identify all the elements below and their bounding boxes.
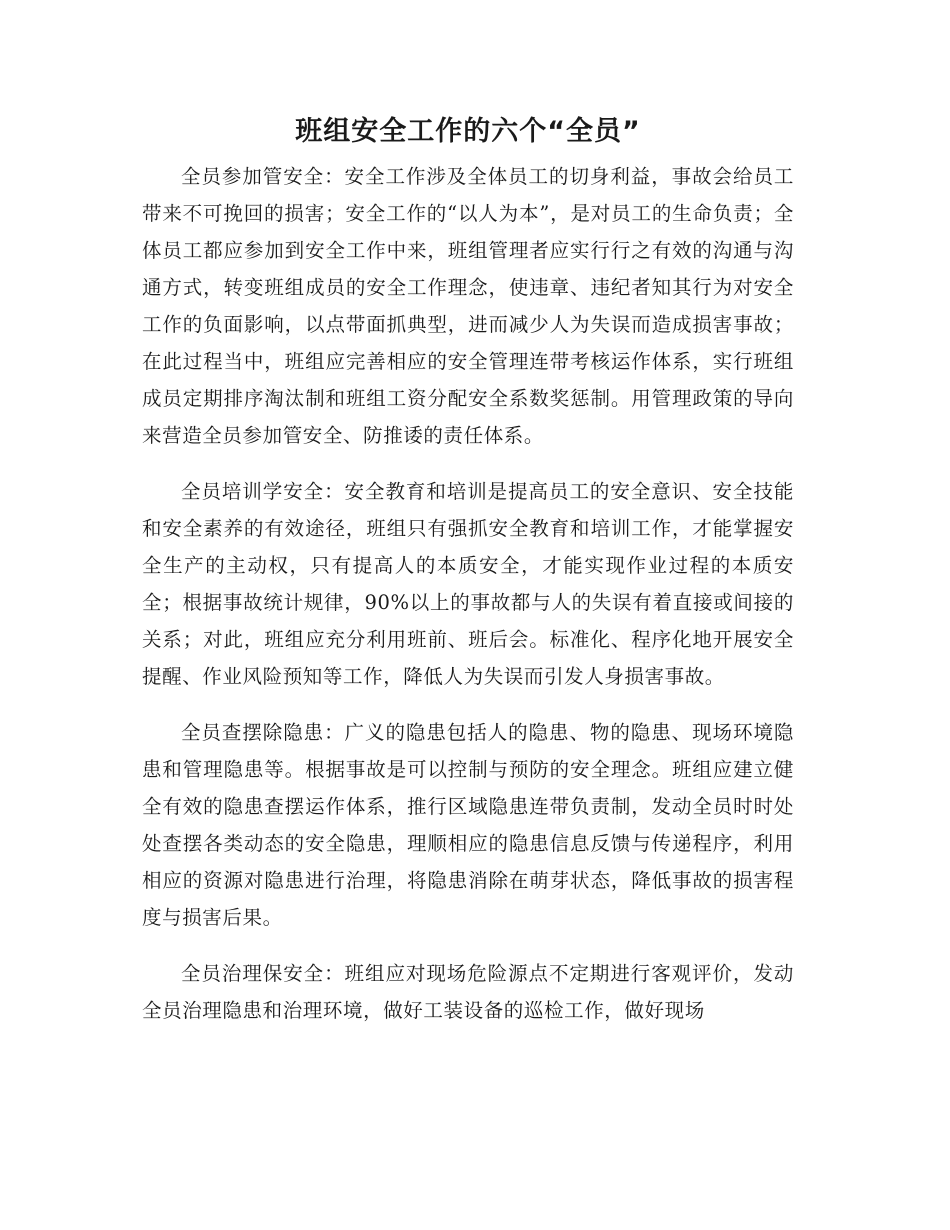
paragraph-all-staff-governance: 全员治理保安全：班组应对现场危险源点不定期进行客观评价，发动全员治理隐患和治理环境，做好工装设备的巡检工作，做好现场 <box>142 962 794 1022</box>
document-page <box>142 108 794 1048</box>
paragraph-all-staff-hazard-check: 全员查摆除隐患：广义的隐患包括人的隐患、物的隐患、现场环境隐患和管理隐患等。根据事故是可以控制与预防的安全理念。班组应建立健全有效的隐患查摆运作体系，推行区域隐患连带负责制，发动全员时时处处查摆各类动态的安全隐患，理顺相应的隐患信息反馈与传递程序，利用相应的资源对隐患进行治理，将隐患消除在萌芽状态，降低事故的损害程度与损害后果。 <box>142 721 794 929</box>
paragraph-all-staff-manage-safety: 全员参加管安全：安全工作涉及全体员工的切身利益，事故会给员工带来不可挽回的损害；安全工作的“以人为本”，是对员工的生命负责；全体员工都应参加到安全工作中来，班组管理者应实行行之有效的沟通与沟通方式，转变班组成员的安全工作理念，使违章、违纪者知其行为对安全工作的负面影响，以点带面抓典型，进而减少人为失误而造成损害事故；在此过程当中，班组应完善相应的安全管理连带考核运作体系，实行班组成员定期排序淘汰制和班组工资分配安全系数奖惩制。用管理政策的导向来营造全员参加管安全、防推诿的责任体系。 <box>142 165 794 447</box>
document-title: 班组安全工作的六个“全员” <box>295 116 641 147</box>
paragraph-all-staff-training: 全员培训学安全：安全教育和培训是提高员工的安全意识、安全技能和安全素养的有效途径，班组只有强抓安全教育和培训工作，才能掌握安全生产的主动权，只有提高人的本质安全，才能实现作业过程的本质安全；根据事故统计规律，90%以上的事故都与人的失误有着直接或间接的关系；对此，班组应充分利用班前、班后会。标准化、程序化地开展安全提醒、作业风险预知等工作，降低人为失误而引发人身损害事故。 <box>142 480 794 688</box>
